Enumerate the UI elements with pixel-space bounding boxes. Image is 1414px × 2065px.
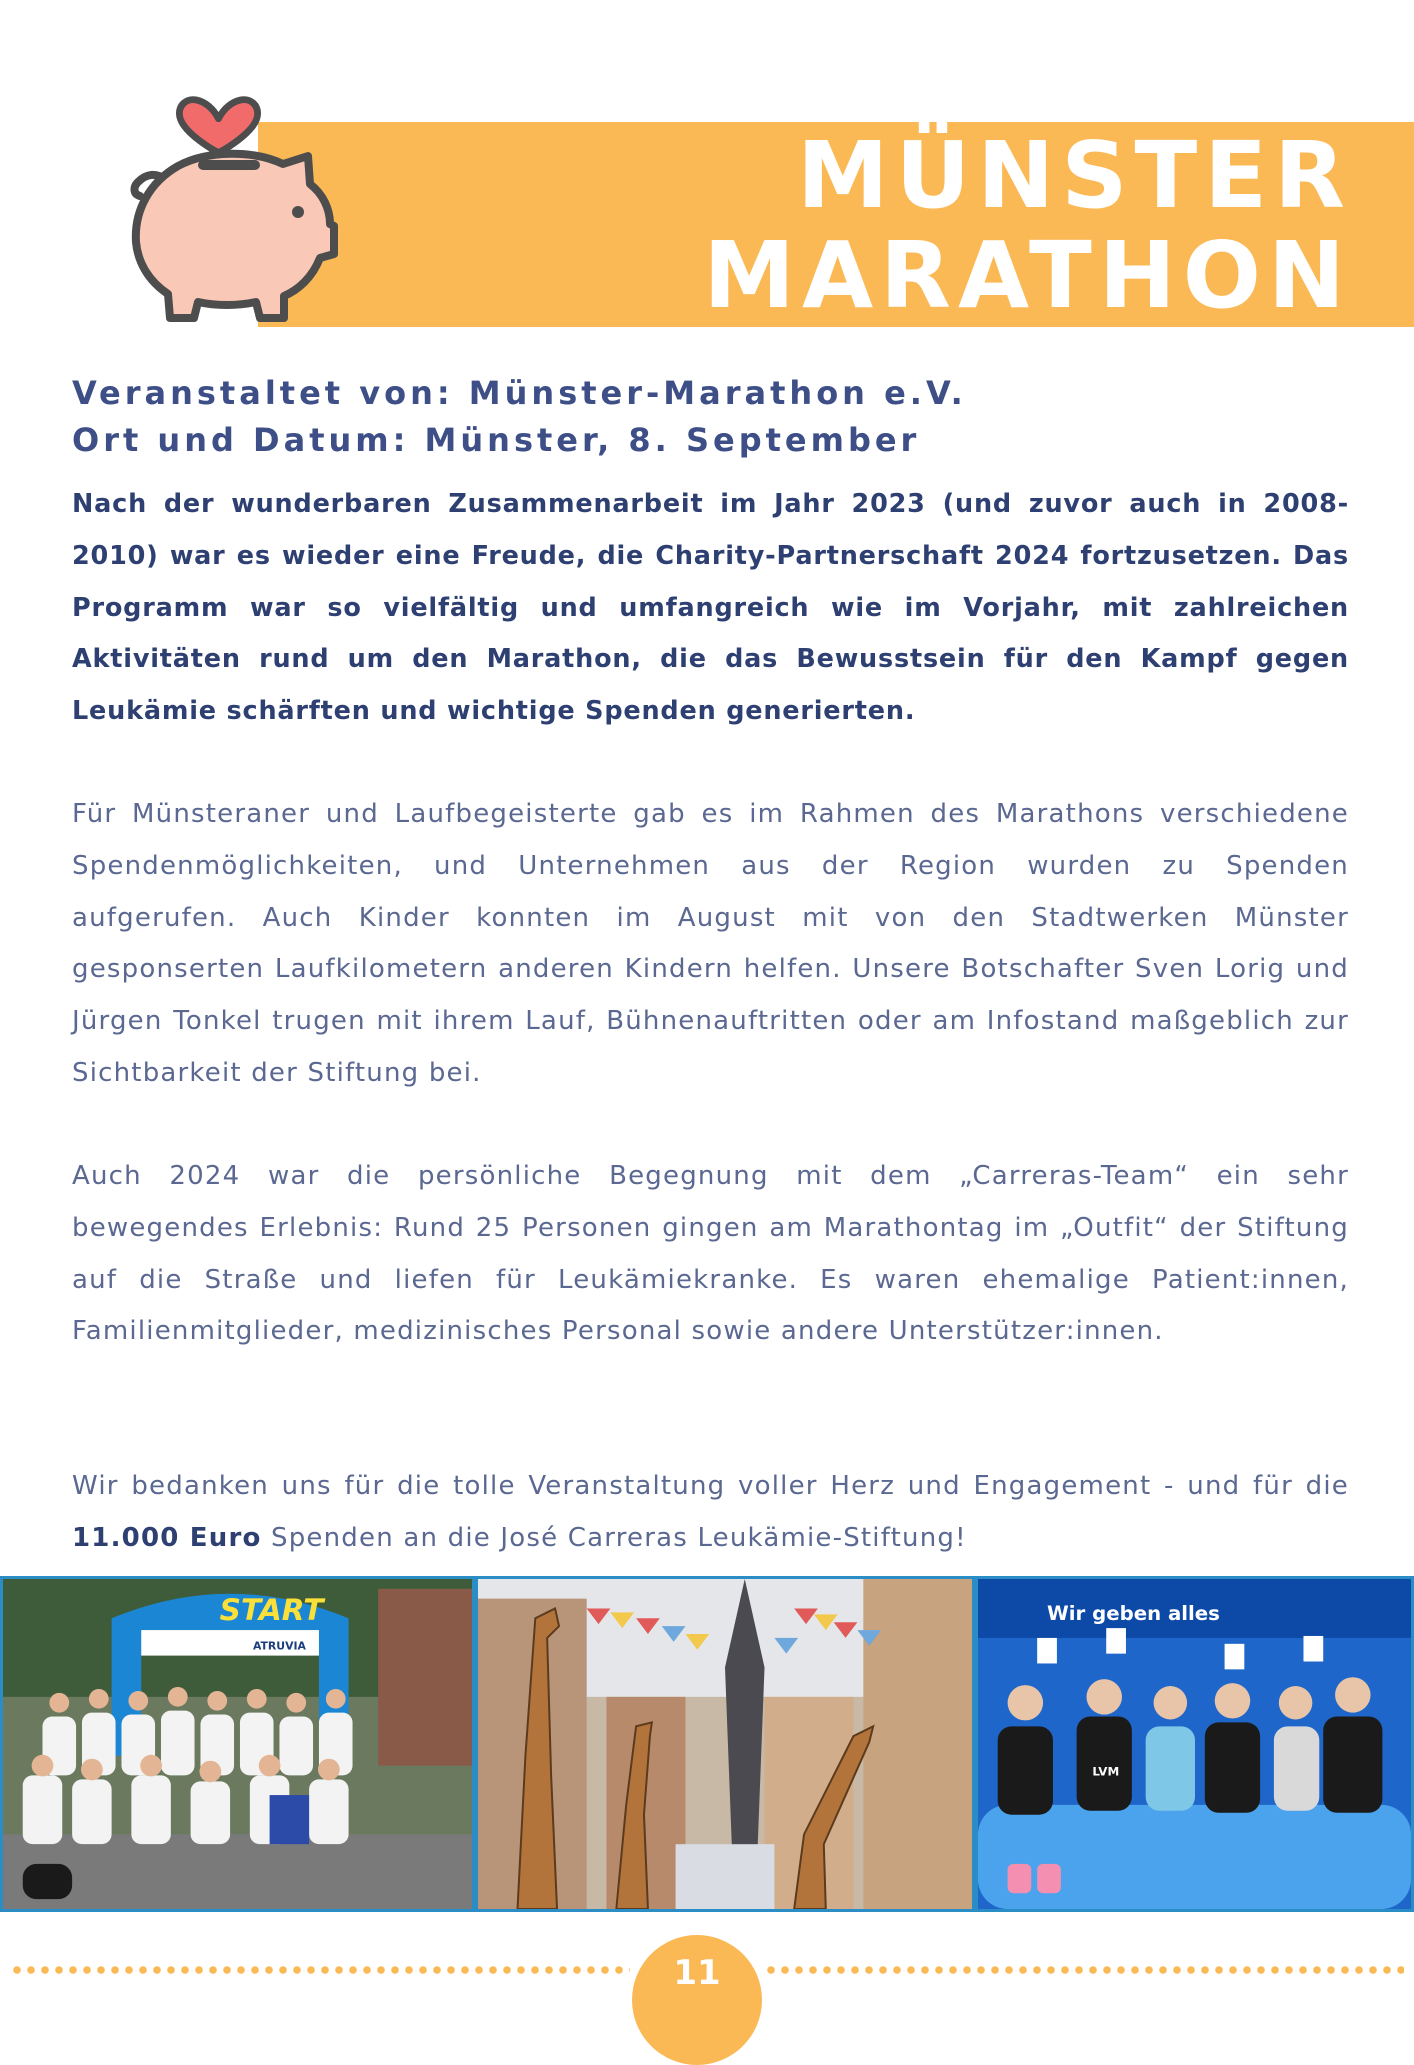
start-banner-text: START xyxy=(219,1593,324,1628)
bouncy-castle-text: Wir geben alles xyxy=(1047,1602,1220,1626)
donation-amount: 11.000 Euro xyxy=(72,1522,262,1553)
jersey-text: LVM xyxy=(1092,1764,1120,1779)
title-line-2: MARATHON xyxy=(703,222,1352,329)
closing-text-start: Wir bedanken uns für die tolle Veranstaltung voller Herz und Engagement - und für die xyxy=(72,1471,1349,1501)
piggy-bank-heart-icon xyxy=(98,94,338,330)
closing-text-end: Spenden an die José Carreras Leukämie-Stiftung! xyxy=(261,1522,967,1553)
photo-strip xyxy=(0,1576,1414,1912)
footer-dotted-line-left xyxy=(10,1966,630,1974)
title-line-1: MÜNSTER xyxy=(797,122,1352,229)
photo-kids-bouncy-castle xyxy=(975,1576,1414,1912)
photo-team-start xyxy=(0,1576,475,1912)
event-meta xyxy=(72,370,1352,464)
footer-dotted-line-right xyxy=(764,1966,1404,1974)
closing-paragraph xyxy=(72,1461,1349,1565)
lead-paragraph: Nach der wunderbaren Zusammenarbeit im Jahr 2023 (und zuvor auch in 2008-2010) war es wieder eine Freude, die Charity-Partnerschaft 2024 fortzusetzen. Das Programm war so vielfältig und umfangreich wie im Vorjahr, mit zahlreichen Aktivitäten rund um den Marathon, die das Bewusstsein für den Kampf gegen Leukämie schärften und wichtige Spenden generierten. xyxy=(72,489,1349,727)
sponsor-text: ATRUVIA xyxy=(252,1639,306,1653)
page-number: 11 xyxy=(632,1935,762,2065)
place-date: Ort und Datum: Münster, 8. September xyxy=(72,421,921,459)
page-title xyxy=(703,122,1352,329)
body-paragraph-1: Für Münsteraner und Laufbegeisterte gab es im Rahmen des Marathons verschiedene Spendenmöglichkeiten, und Unternehmen aus der Region wurden zu Spenden aufgerufen. Auch Kinder konnten im August mit von den Stadtwerken Münster gesponserten Laufkilometern anderen Kindern helfen. Unsere Botschafter Sven Lorig und Jürgen Tonkel trugen mit ihrem Lauf, Bühnenauftritten oder am Infostand maßgeblich zur Sichtbarkeit der Stiftung bei. xyxy=(72,799,1349,1088)
organizer: Veranstaltet von: Münster-Marathon e.V. xyxy=(72,374,967,412)
photo-city-giraffes xyxy=(475,1576,975,1912)
body-paragraph-2: Auch 2024 war die persönliche Begegnung mit dem „Carreras-Team“ ein sehr bewegendes Erlebnis: Rund 25 Personen gingen am Marathontag im „Outfit“ der Stiftung auf die Straße und liefen für Leukämiekranke. Es waren ehemalige Patient:innen, Familienmitglieder, medizinisches Personal sowie andere Unterstützer:innen. xyxy=(72,1161,1349,1347)
